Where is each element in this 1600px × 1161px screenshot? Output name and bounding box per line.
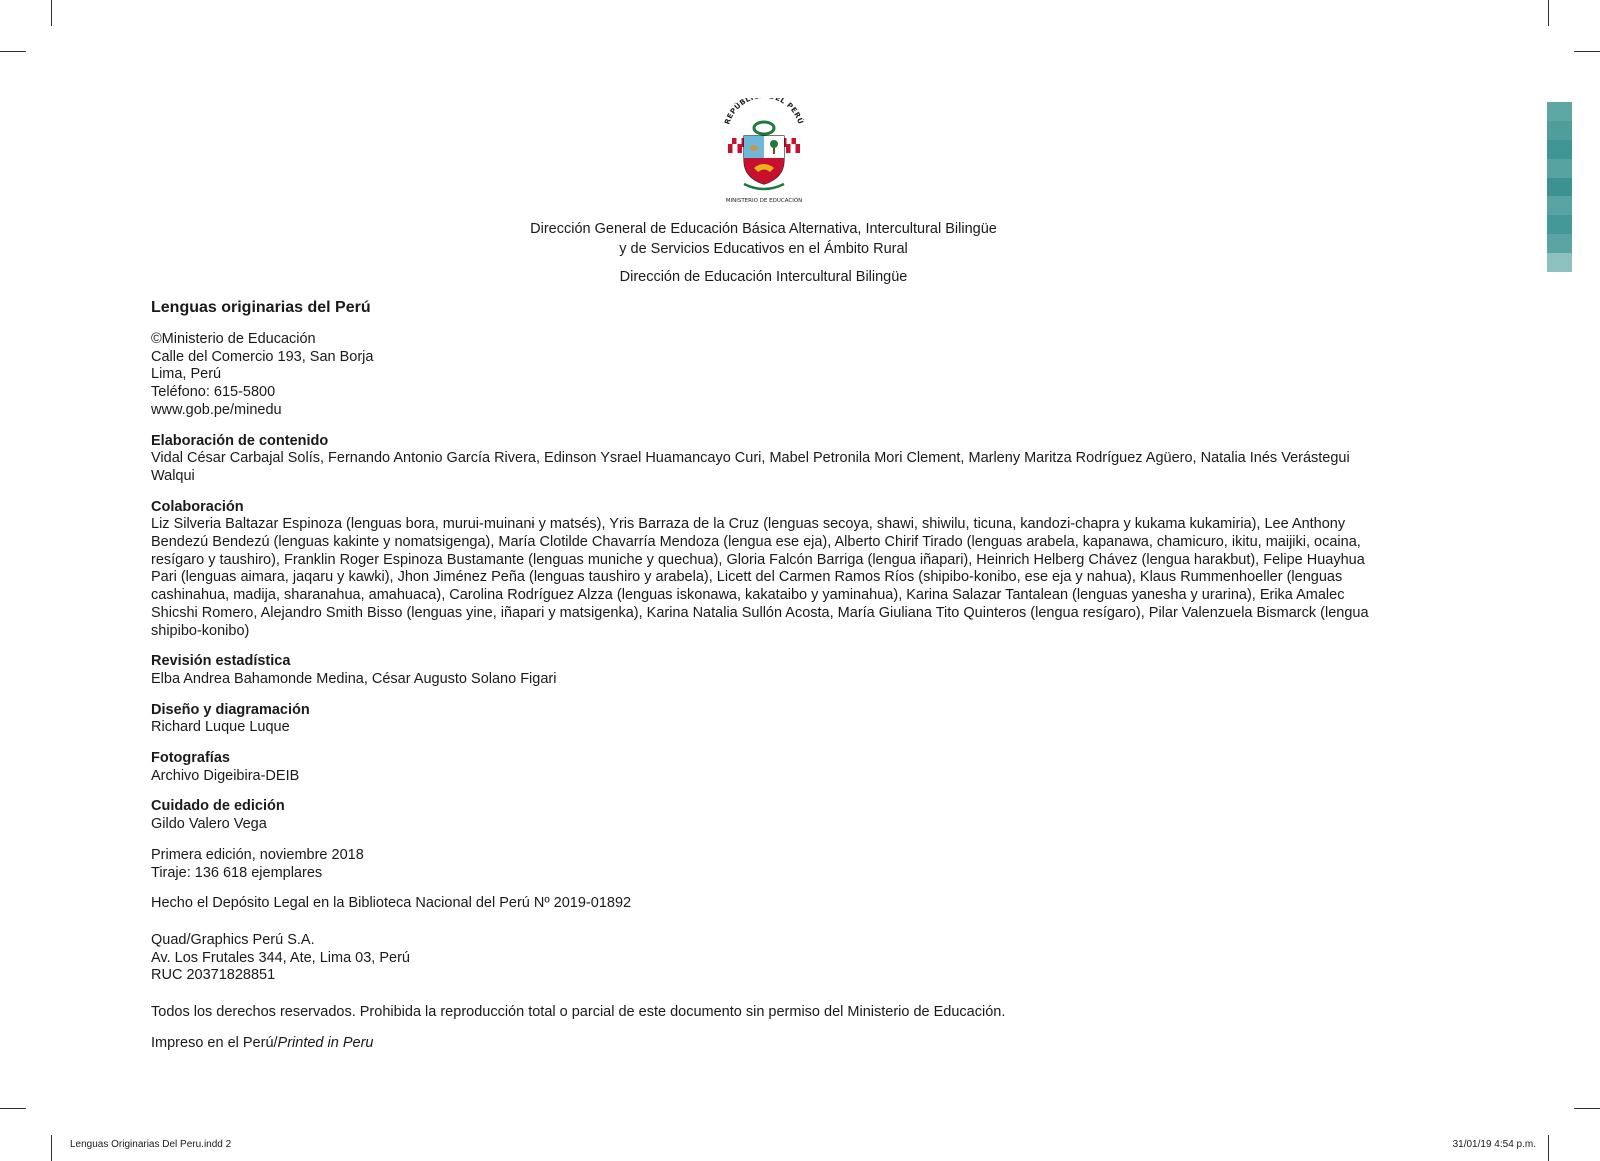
photos-heading: Fotografías <box>151 750 230 767</box>
legal-deposit-block <box>151 895 1391 913</box>
crop-mark-top-left <box>51 0 52 26</box>
crop-mark-bottom-right-h <box>1574 1108 1600 1109</box>
document-title: Lenguas originarias del Perú <box>151 299 371 316</box>
printer-ruc: RUC 20371828851 <box>151 967 276 984</box>
slug-file-name: Lenguas Originarias Del Peru.indd 2 <box>70 1139 232 1150</box>
printer-address: Av. Los Frutales 344, Ate, Lima 03, Perú <box>151 949 410 966</box>
header-line-3: Dirección de Educación Intercultural Bilingüe <box>619 269 908 285</box>
publisher-website: www.gob.pe/minedu <box>151 401 282 418</box>
design-text: Richard Luque Luque <box>151 719 290 736</box>
printed-in-block <box>151 1035 1391 1053</box>
crop-mark-bottom-left-h <box>0 1108 26 1109</box>
printed-in-prefix: Impreso en el Perú/ <box>151 1034 278 1051</box>
statistics-credits <box>151 653 1391 688</box>
printed-in-italic: Printed in Peru <box>277 1034 374 1051</box>
content-credits <box>151 433 1391 486</box>
publisher-block <box>151 331 1391 420</box>
design-credits <box>151 702 1391 737</box>
color-swatch <box>1547 121 1572 140</box>
editing-heading: Cuidado de edición <box>151 798 285 815</box>
rights-block <box>151 1004 1391 1022</box>
statistics-text: Elba Andrea Bahamonde Medina, César Augusto Solano Figari <box>151 670 557 687</box>
crop-mark-bottom-right <box>1548 1135 1549 1161</box>
crop-mark-top-right <box>1548 0 1549 26</box>
statistics-heading: Revisión estadística <box>151 653 291 670</box>
credits-page <box>151 298 1391 1066</box>
color-swatch <box>1547 253 1572 272</box>
content-credits-text: Vidal César Carbajal Solís, Fernando Antonio García Rivera, Edinson Ysrael Huamancayo Curi, Mabel Petronila Mori Clement, Marleny Maritza Rodríguez Agüero, Natalia Inés Verástegui Walqui <box>151 450 1350 484</box>
color-swatch <box>1547 102 1572 121</box>
content-credits-heading: Elaboración de contenido <box>151 432 329 449</box>
editing-text: Gildo Valero Vega <box>151 816 267 833</box>
edition-line: Primera edición, noviembre 2018 <box>151 846 364 863</box>
color-swatch <box>1547 178 1572 197</box>
photos-credits <box>151 750 1391 785</box>
editing-credits <box>151 798 1391 833</box>
emblem-ministry-text: MINISTERIO DE EDUCACIÓN <box>725 198 803 204</box>
emblem-arc-text: REPÚBL EL PERÚ <box>722 98 806 126</box>
edition-block <box>151 847 1391 882</box>
publisher-street: Calle del Comercio 193, San Borja <box>151 348 374 365</box>
coat-of-arms-icon <box>714 98 814 206</box>
publisher-city: Lima, Perú <box>151 366 222 383</box>
printer-name: Quad/Graphics Perú S.A. <box>151 931 315 948</box>
color-swatch <box>1547 196 1572 215</box>
collaboration-text: Liz Silveria Baltazar Espinoza (lenguas bora, murui-muinanɨ y matsés), Yris Barraza de la Cruz (lenguas secoya, shawi, shiwilu, ticuna, kandozi-chapra y kukama kukamiria), Lee Anthony Bendezú Bendezú (lenguas kakinte y nomatsigenga), María Clotilde Chavarría Mendoza (lengua ese eja), Alberto Chirif Tirado (lenguas arabela, kapanawa, chamicuro, ikitu, maijiki, ocaina, resígaro y taushiro), Franklin Roger Espinoza Bustamante (lenguas muniche y quechua), Gloria Falcón Barriga (lengua iñapari), Heinrich Helberg Chávez (lengua harakbut), Felipe Huayhua Pari (lenguas aimara, jaqaru y kawki), Jhon Jiménez Peña (lenguas taushiro y arabela), Licett del Carmen Ramos Ríos (shipibo-konibo, ese eja y nahua), Klaus Rummenhoeller (lenguas cashinahua, madija, sharanahua, amahuaca), Carolina Rodríguez Alzza (lenguas iskonawa, kakataibo y yaminahua), Karina Salazar Tantalean (lenguas yanesha y urarina), Erika Amalec Shicshi Romero, Alejandro Smith Bisso (lenguas yine, iñapari y matsigenka), Karina Natalia Sullón Acosta, María Giuliana Tito Quinteros (lengua resígaro), Pilar Valenzuela Bismarck (lengua shipibo-konibo) <box>151 516 1369 639</box>
color-calibration-bar <box>1547 102 1572 272</box>
collaboration-credits <box>151 499 1391 641</box>
color-swatch <box>1547 140 1572 159</box>
design-heading: Diseño y diagramación <box>151 701 310 718</box>
color-swatch <box>1547 234 1572 253</box>
color-swatch <box>1547 159 1572 178</box>
publisher-name: ©Ministerio de Educación <box>151 331 316 347</box>
header-line-1: Dirección General de Educación Básica Alternativa, Intercultural Bilingüe <box>530 221 997 237</box>
crop-mark-top-left-h <box>0 51 26 52</box>
publisher-phone: Teléfono: 615-5800 <box>151 384 276 401</box>
color-swatch <box>1547 215 1572 234</box>
photos-text: Archivo Digeibira-DEIB <box>151 767 300 784</box>
header-line-2: y de Servicios Educativos en el Ámbito Rural <box>619 241 908 257</box>
crop-mark-bottom-left <box>51 1135 52 1161</box>
printer-block <box>151 932 1391 985</box>
legal-deposit-text: Hecho el Depósito Legal en la Biblioteca Nacional del Perú Nº 2019-01892 <box>151 895 632 912</box>
print-run-line: Tiraje: 136 618 ejemplares <box>151 864 323 881</box>
rights-text: Todos los derechos reservados. Prohibida la reproducción total o parcial de este documento sin permiso del Ministerio de Educación. <box>151 1004 1006 1021</box>
crop-mark-top-right-h <box>1574 51 1600 52</box>
slug-timestamp: 31/01/19 4:54 p.m. <box>1452 1139 1536 1150</box>
coat-of-arms-logo <box>714 98 814 206</box>
collaboration-heading: Colaboración <box>151 498 244 515</box>
